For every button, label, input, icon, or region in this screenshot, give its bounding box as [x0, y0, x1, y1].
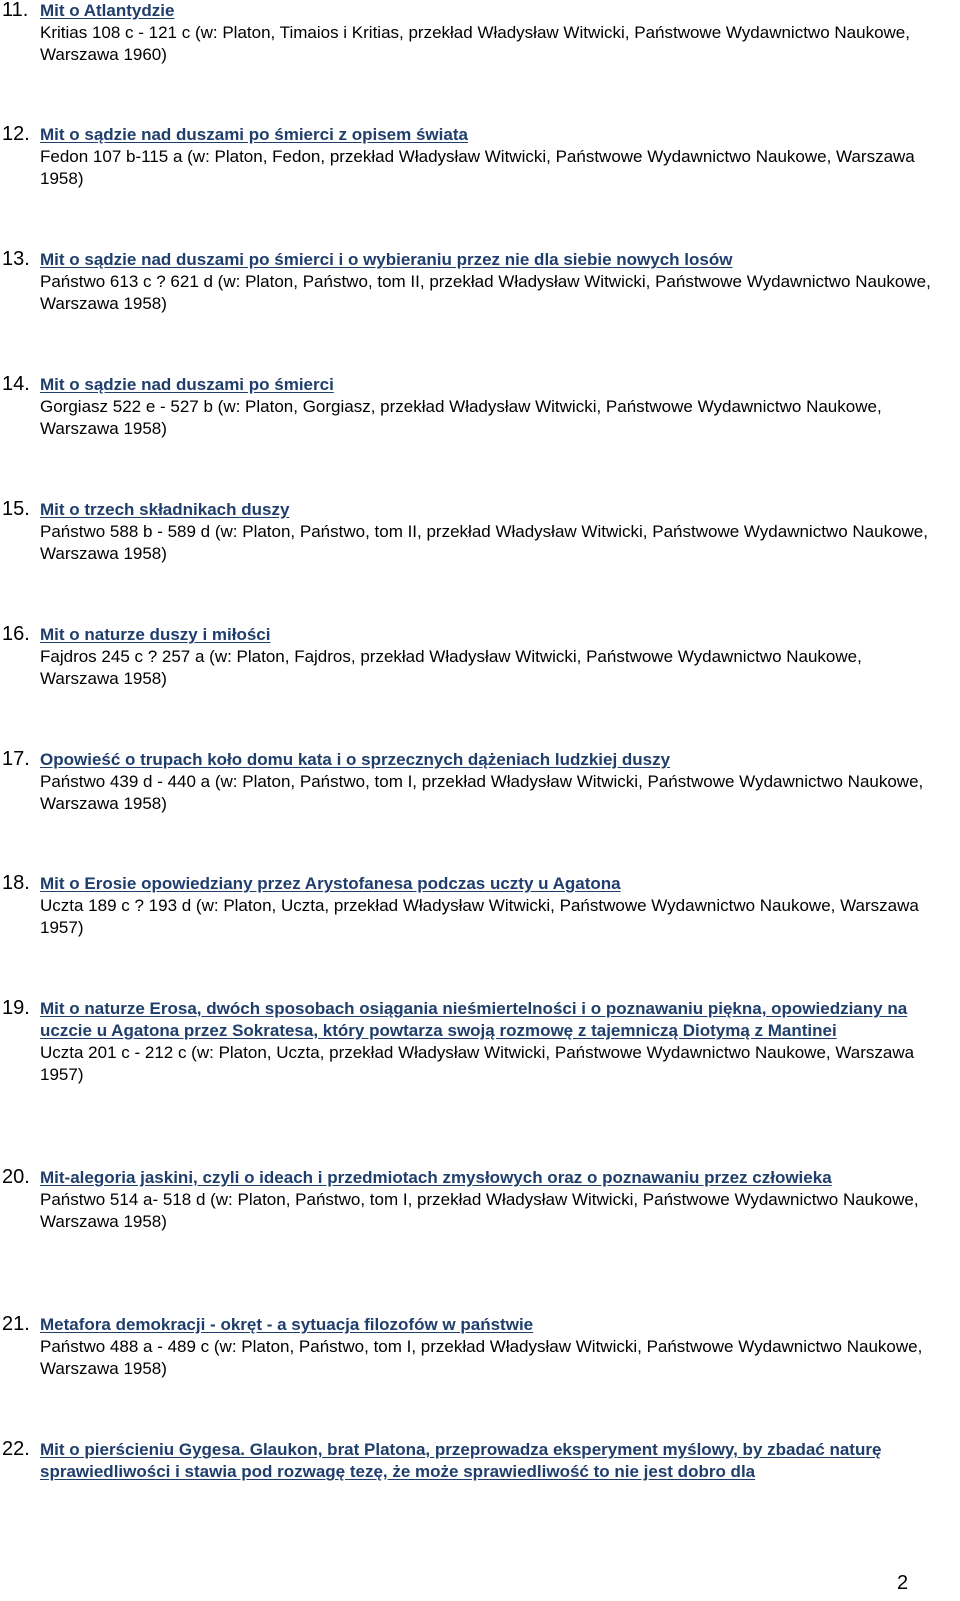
item-title-link[interactable]: Mit o sądzie nad duszami po śmierci z opisem świata [40, 125, 468, 144]
item-number: 12. [2, 123, 30, 145]
item-number: 13. [2, 248, 30, 270]
item-source: Państwo 613 c ? 621 d (w: Platon, Państwo, tom II, przekład Władysław Witwicki, Państwowe Wydawnictwo Naukowe, Warszawa 1958) [40, 272, 931, 313]
item-source: Gorgiasz 522 e - 527 b (w: Platon, Gorgiasz, przekład Władysław Witwicki, Państwowe Wydawnictwo Naukowe, Warszawa 1958) [40, 397, 882, 438]
item-title-link[interactable]: Mit o trzech składnikach duszy [40, 500, 290, 519]
item-source: Państwo 514 a- 518 d (w: Platon, Państwo, tom I, przekład Władysław Witwicki, Państwowe Wydawnictwo Naukowe, Warszawa 1958) [40, 1190, 919, 1231]
item-source: Uczta 201 c - 212 c (w: Platon, Uczta, przekład Władysław Witwicki, Państwowe Wydawnictwo Naukowe, Warszawa 1957) [40, 1043, 915, 1084]
item-source: Państwo 439 d - 440 a (w: Platon, Państwo, tom I, przekład Władysław Witwicki, Państwowe Wydawnictwo Naukowe, Warszawa 1958) [40, 772, 924, 813]
item-source: Państwo 588 b - 589 d (w: Platon, Państwo, tom II, przekład Władysław Witwicki, Państwowe Wydawnictwo Naukowe, Warszawa 1958) [40, 522, 928, 563]
item-source: Państwo 488 a - 489 c (w: Platon, Państwo, tom I, przekład Władysław Witwicki, Państwowe Wydawnictwo Naukowe, Warszawa 1958) [40, 1337, 923, 1378]
item-title-link[interactable]: Mit o sądzie nad duszami po śmierci i o wybieraniu przez nie dla siebie nowych losów [40, 250, 733, 269]
item-number: 19. [2, 997, 30, 1019]
item-title-link[interactable]: Mit o pierścieniu Gygesa. Glaukon, brat Platona, przeprowadza eksperyment myślowy, by zbadać naturę sprawiedliwości i stawia pod rozwagę tezę, że może sprawiedliwość to nie jest dobro dla [40, 1440, 882, 1481]
item-source: Fajdros 245 c ? 257 a (w: Platon, Fajdros, przekład Władysław Witwicki, Państwowe Wydawnictwo Naukowe, Warszawa 1958) [40, 647, 862, 688]
page-number: 2 [897, 1572, 909, 1594]
item-number: 20. [2, 1166, 30, 1188]
item-source: Uczta 189 c ? 193 d (w: Platon, Uczta, przekład Władysław Witwicki, Państwowe Wydawnictwo Naukowe, Warszawa 1957) [40, 896, 919, 937]
item-source: Kritias 108 c - 121 c (w: Platon, Timaios i Kritias, przekład Władysław Witwicki, Państwowe Wydawnictwo Naukowe, Warszawa 1960) [40, 23, 910, 64]
item-title-link[interactable]: Mit o Erosie opowiedziany przez Arystofanesa podczas uczty u Agatona [40, 874, 621, 893]
item-number: 17. [2, 748, 30, 770]
item-title-link[interactable]: Opowieść o trupach koło domu kata i o sprzecznych dążeniach ludzkiej duszy [40, 750, 671, 769]
item-title-link[interactable]: Mit o naturze Erosa, dwóch sposobach osiągania nieśmiertelności i o poznawaniu piękna, opowiedziany na uczcie u Agatona przez Sokratesa, który powtarza swoją rozmowę z tajemniczą Diotymą z Mantinei [40, 999, 908, 1040]
item-title-link[interactable]: Mit o sądzie nad duszami po śmierci [40, 375, 334, 394]
item-number: 18. [2, 872, 30, 894]
item-source: Fedon 107 b-115 a (w: Platon, Fedon, przekład Władysław Witwicki, Państwowe Wydawnictwo Naukowe, Warszawa 1958) [40, 147, 915, 188]
item-title-link[interactable]: Mit o Atlantydzie [40, 1, 175, 20]
item-number: 16. [2, 623, 30, 645]
item-number: 11. [2, 0, 29, 21]
item-number: 14. [2, 373, 30, 395]
item-title-link[interactable]: Metafora demokracji - okręt - a sytuacja filozofów w państwie [40, 1315, 534, 1334]
item-number: 22. [2, 1438, 30, 1460]
item-number: 15. [2, 498, 30, 520]
item-title-link[interactable]: Mit-alegoria jaskini, czyli o ideach i przedmiotach zmysłowych oraz o poznawaniu przez człowieka [40, 1168, 832, 1187]
item-title-link[interactable]: Mit o naturze duszy i miłości [40, 625, 271, 644]
item-number: 21. [2, 1313, 30, 1335]
